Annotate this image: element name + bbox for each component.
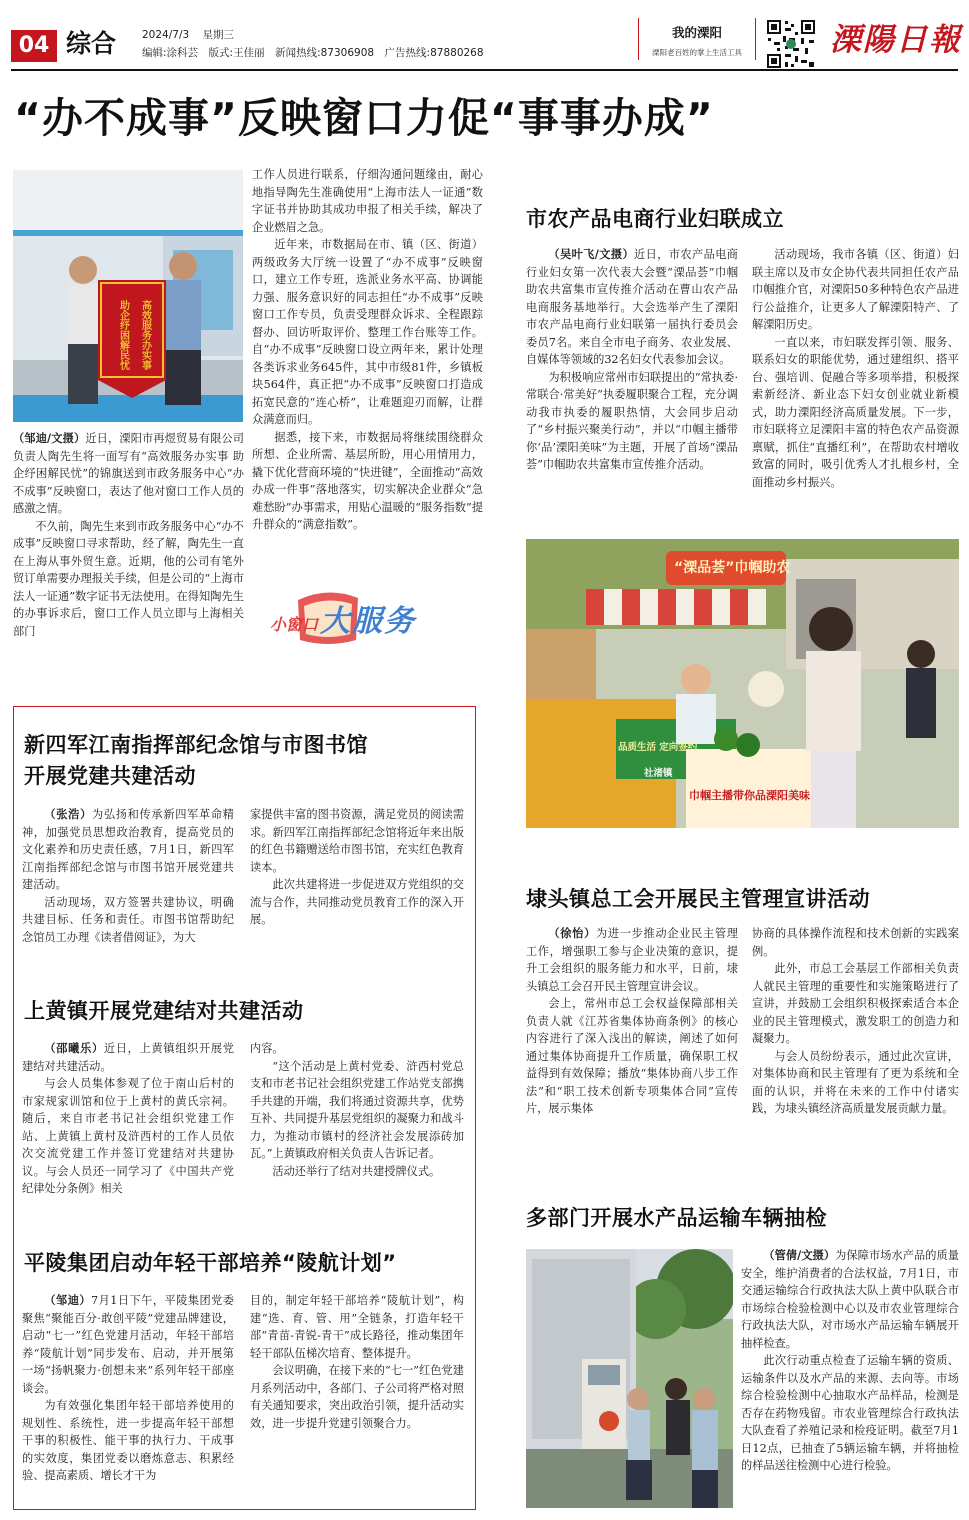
lead-photo [13, 170, 243, 422]
logo-small-text: 小窗口 [270, 615, 319, 634]
nf-headline-line1: 新四军江南指挥部纪念馆与市图书馆 [24, 733, 368, 757]
shw-col2-para1: 内容。 [250, 1042, 284, 1055]
dt-col2-para3: 与会人员纷纷表示，通过此次宣讲，对集体协商和民主管理有了更为系统和全面的认识，并将在未来的工作中付诸实践，为埭头镇经济高质量发展贡献力量。 [752, 1049, 959, 1115]
dt-col2-para1: 协商的具体操作流程和技术创新的实践案例。 [752, 927, 959, 958]
water-headline: 多部门开展水产品运输车辆抽检 [526, 1206, 827, 1230]
pl-col2-para2: 会议明确，在接下来的“七一”红色党建月系列活动中，各部门、子公司将严格对照有关通知要求，突出政治引领，提升活动实效，进一步提升党建引领聚合力。 [250, 1364, 464, 1430]
editor-line: 编辑:涂科芸 版式:王佳丽 新闻热线:87306908 广告热线:87880268 [142, 47, 484, 59]
ecom-photo-sign: “溧品荟”巾帼助农 [674, 560, 791, 576]
logo-big-text: 大服务 [320, 604, 416, 639]
water-text [741, 1247, 959, 1475]
section-name: 综合 [66, 29, 117, 58]
shw-col1 [22, 1040, 234, 1198]
masthead-logo: 溧陽日報 [830, 22, 962, 58]
ecom-col2-para2: 一直以来，市妇联发挥引领、服务、联系妇女的职能优势，通过建组织、搭平台、强培训、促融合等多项举措，积极探索新经济、新业态下妇女创业就业新模式，助力溧阳经济高质量发展。下一步，市妇联将立足溧阳丰富的特色农产品资源禀赋，抓住“直播红利”，在帮助农村增收致富的同时，吸引优秀人才扎根乡村，全面推动乡村振兴。 [752, 335, 959, 489]
lead-col2-para3: 据悉，接下来，市数据局将继续围绕群众所想、企业所需、基层所盼，用心用情用力，撬下优化营商环境的“快进键”，全面推动“高效办成一件事”落地落实，切实解决企业群众“急难愁盼”办事需求，用贴心温暖的“服务指数”提升群众的“满意指数”。 [252, 430, 483, 531]
shw-col2-para3: 活动还举行了结对共建授牌仪式。 [272, 1164, 441, 1178]
app-box [638, 18, 756, 60]
nf-headline [24, 730, 464, 792]
dt-col1 [526, 925, 738, 1118]
nf-col1 [22, 806, 234, 946]
ecom-photo-town: 社渚镇 [644, 768, 673, 779]
lead-col1 [13, 430, 244, 640]
dt-col2 [752, 925, 959, 1118]
ecom-col2-para1: 活动现场，我市各镇（区、街道）妇联主席以及市女企协代表共同担任农产品巾帼推介官，对溧阳50多种特色农产品进行公益推介，让更多人了解溧阳特产、了解溧阳历史。 [752, 248, 959, 331]
pl-col1-para1: （邹迪）7月1日下午，平陵集团党委聚焦“聚能百分·敢创平陵”党建品牌建设，启动“七一”红色党建月活动，年轻干部培养“陵航计划”同步发布、启动，并开展第一场“扬帆聚力·创想未来”系列年轻干部座谈会。 [22, 1294, 234, 1395]
app-name: 我的溧阳 [671, 25, 722, 40]
lead-col1-para2: 不久前，陶先生来到市政务服务中心“办不成事”反映窗口寻求帮助，经了解，陶先生一直在上海从事外贸生意。近期，他的公司有笔外贸订单需要办理报关手续，但是公司的“上海市法人一证通”数字证书无法使用。在得知陶先生的办事诉求后，窗口工作人员立即与上海相关部门 [13, 519, 244, 638]
water-photo [526, 1249, 733, 1508]
date: 2024/7/3 [142, 29, 190, 41]
nf-col2-para1: 家提供丰富的图书资源，满足党员的阅读需求。新四军江南指挥部纪念馆将近年来出版的红色书籍赠送给市图书馆，充实红色教育读本。 [250, 808, 464, 874]
nf-col2-para2: 此次共建将进一步促进双方党组织的交流与合作，共同推动党员教育工作的深入开展。 [250, 878, 464, 926]
dt-col1-para1: （徐怡）为进一步推动企业民主管理工作，增强职工参与企业决策的意识，提升工会组织的服务能力和水平，日前，埭头镇总工会召开民主管理宣讲会议。 [526, 927, 738, 993]
lead-col2-para1: 工作人员进行联系，仔细沟通问题缘由，耐心地指导陶先生准确使用“上海市法人一证通”数字证书并协助其成功申报了相关手续，解决了企业燃眉之急。 [252, 168, 483, 234]
lead-col2-para2: 近年来，市数据局在市、镇（区、街道）两级政务大厅统一设置了“办不成事”反映窗口，建立工作专班，选派业务水平高、协调能力强、服务意识好的同志担任“办不成事”反映窗口工作专员，负责受理群众诉求、全程跟踪督办、回访听取评价、整理工作台账等工作。自“办不成事”反映窗口设立两年来，累计处理各类诉求业务645件，其中市级81件，乡镇板块564件，真正把“办不成事”反映窗口打造成拓宽民意的“连心桥”，让难题迎刃而解，让群众满意而归。 [252, 238, 483, 426]
weekday: 星期三 [202, 29, 235, 41]
date-line [142, 27, 234, 42]
dt-col1-para2: 会上，常州市总工会权益保障部相关负责人就《江苏省集体协商条例》的核心内容进行了深入浅出的解读，阐述了如何通过集体协商提升工作质量，确保职工权益得到有效保障；播放“集体协商八步工作法”和“职工技术创新专项集体合同”宣传片，展示集体 [526, 997, 738, 1115]
shw-col2-para2: “这个活动是上黄村党委、浒西村党总支和市老书记社会组织党建工作站党支部携手共建的开端，我们将通过资源共享，优势互补、共同提升基层党组织的凝聚力和战斗力，为推动市镇村的经济社会发展添砖加瓦。”上黄镇政府相关负责人告诉记者。 [250, 1059, 464, 1160]
ecom-photo-banner: 巾帼主播带你品溧阳美味 [689, 789, 810, 802]
nf-col2 [250, 806, 464, 929]
lead-col1-para1: （邹迪/文摄）近日，溧阳市再煜贸易有限公司负责人陶先生将一面写有“高效服务办实事 助企纾困解民忧”的锦旗送到市政务服务中心“办不成事”反映窗口，表达了他对窗口工作人员的感激之情。 [13, 432, 244, 515]
small-window-big-service-logo [268, 582, 468, 652]
header-rule [11, 69, 958, 71]
svg-text:高效服务办实事: 高效服务办实事 [139, 300, 151, 370]
dt-headline: 埭头镇总工会开展民主管理宣讲活动 [526, 887, 870, 911]
ecom-photo-stall-label: 品质生活 定向签约 [618, 742, 698, 753]
qr-code[interactable] [765, 18, 817, 70]
app-slogan: 溧阳老百姓的掌上生活工具 [652, 48, 742, 57]
shw-col1-para2: 与会人员集体参观了位于南山后村的市家规家训馆和位于上黄村的黄氏宗祠。随后，来自市老书记社会组织党建工作站、上黄镇上黄村及浒西村的工作人员依次交流党建工作并签订党建结对共建协议。与会人员还一同学习了《中国共产党纪律处分条例》相关 [22, 1077, 234, 1195]
page-number-badge: 04 [11, 30, 57, 62]
dt-col2-para2: 此外，市总工会基层工作部相关负责人就民主管理的重要性和实施策略进行了宣讲，并鼓励工会组织积极探索适合本企业的民主管理模式，激发职工的创造力和凝聚力。 [752, 962, 959, 1045]
lead-col2 [252, 166, 483, 534]
nf-col1-para2: 活动现场，双方签署共建协议，明确共建目标、任务和责任。市图书馆帮助纪念馆员工办理《读者借阅证》，为大 [22, 895, 234, 944]
ecom-col1 [526, 246, 738, 474]
pl-col1-para2: 为有效强化集团年轻干部培养使用的规划性、系统性，进一步提高年轻干部想干事的积极性、能干事的执行力、干成事的实效度，集团党委以磨炼意志、积累经验、提高素质、增长才干为 [22, 1399, 234, 1482]
ecom-photo [526, 539, 959, 828]
ecom-col1-para2: 为积极响应常州市妇联提出的“常执委·常联合·常美好”执委履职聚合工程，充分调动我市执委的履职热情，大会同步启动了“乡村振兴聚美行动”，并以“巾帼主播带你‘品’溧阳美味”为主题，开展了首场“溧品荟”巾帼助农共富集市宣传推介活动。 [526, 370, 738, 471]
shw-col1-para1: （邵曦乐）近日，上黄镇组织开展党建结对共建活动。 [22, 1042, 234, 1073]
pl-headline: 平陵集团启动年轻干部培养“陵航计划” [24, 1251, 397, 1275]
pl-col2 [250, 1292, 464, 1432]
shw-headline: 上黄镇开展党建结对共建活动 [24, 999, 304, 1023]
lead-headline: “办不成事”反映窗口力促“事事办成” [14, 94, 714, 142]
shw-col2 [250, 1040, 464, 1180]
water-para1: （管倩/文摄）为保障市场水产品的质量安全，维护消费者的合法权益，7月1日，市交通运输综合行政执法大队上黄中队联合市市场综合检验检测中心以及市农业管理综合行政执法大队，对市场水产品运输车辆展开抽样检查。 [741, 1249, 959, 1350]
ecom-col2 [752, 246, 959, 491]
header [0, 0, 969, 80]
water-para2: 此次行动重点检查了运输车辆的资质、运输条件以及水产品的来源、去向等。市场综合检验检测中心抽取水产品样品，检测是否存在药物残留。市农业管理综合行政执法大队查看了养殖记录和检疫证明。截至7月1日12点，已抽查了5辆运输车辆，并将抽检的样品送往检测中心进行检验。 [741, 1354, 959, 1472]
pl-col1 [22, 1292, 234, 1485]
ecom-headline: 市农产品电商行业妇联成立 [526, 207, 784, 231]
nf-col1-para1: （张浩）为弘扬和传承新四军革命精神，加强党员思想政治教育，提高党员的文化素养和历史责任感，7月1日，新四军江南指挥部纪念馆与市图书馆开展党建共建活动。 [22, 808, 234, 891]
ecom-col1-para1: （吴叶飞/文摄）近日，市农产品电商行业妇女第一次代表大会暨“溧品荟”巾帼助农共富集市宣传推介活动在曹山农产品电商服务基地举行。大会选举产生了溧阳市农产品电商行业妇联第一届执行委员会委员7名。来自全市电子商务、农业发展、自媒体等领域的32名妇女代表参加会议。 [526, 248, 738, 366]
nf-headline-line2: 开展党建共建活动 [24, 764, 196, 788]
pl-col2-para1: 目的，制定年轻干部培养“陵航计划”，构建“选、育、管、用”全链条，打造年轻干部“青苗-青锐-青干”成长路径，推动集团年轻干部队伍梯次培育、整体提升。 [250, 1294, 464, 1360]
svg-text:助企纾困解民忧: 助企纾困解民忧 [117, 300, 129, 370]
